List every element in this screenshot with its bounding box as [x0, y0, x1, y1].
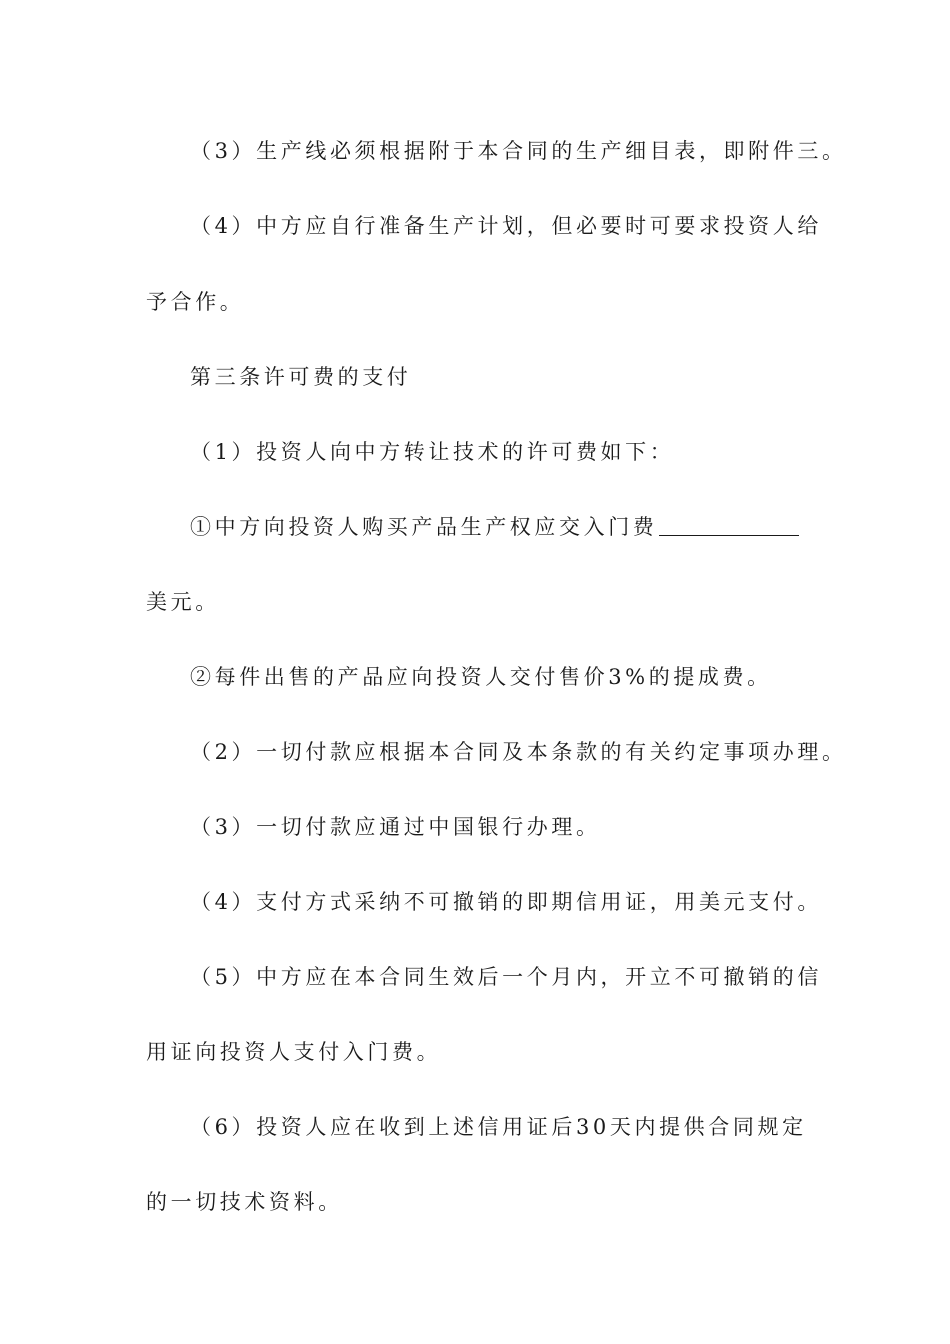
paragraph-line: 予合作。	[146, 290, 245, 314]
paragraph-line: （1）投资人向中方转让技术的许可费如下：	[190, 440, 675, 464]
paragraph-line: （3）一切付款应通过中国银行办理。	[190, 815, 601, 839]
paragraph-text: ①中方向投资人购买产品生产权应交入门费	[190, 515, 658, 539]
paragraph-line: 美元。	[146, 590, 220, 614]
paragraph-line: （6）投资人应在收到上述信用证后30天内提供合同规定	[190, 1115, 807, 1139]
paragraph-line: 用证向投资人支付入门费。	[146, 1040, 442, 1064]
paragraph-line: （4）中方应自行准备生产计划，但必要时可要求投资人给	[190, 214, 822, 238]
paragraph-line-with-blank	[190, 512, 870, 542]
fill-in-blank	[659, 515, 799, 536]
paragraph-line: ②每件出售的产品应向投资人交付售价3%的提成费。	[190, 665, 772, 689]
paragraph-line: 的一切技术资料。	[146, 1190, 343, 1214]
paragraph-line: （3）生产线必须根据附于本合同的生产细目表，即附件三。	[190, 139, 847, 163]
paragraph-line: （2）一切付款应根据本合同及本条款的有关约定事项办理。	[190, 740, 847, 764]
paragraph-line: （5）中方应在本合同生效后一个月内，开立不可撤销的信	[190, 965, 822, 989]
section-heading: 第三条许可费的支付	[190, 365, 412, 389]
paragraph-line: （4）支付方式采纳不可撤销的即期信用证，用美元支付。	[190, 890, 822, 914]
